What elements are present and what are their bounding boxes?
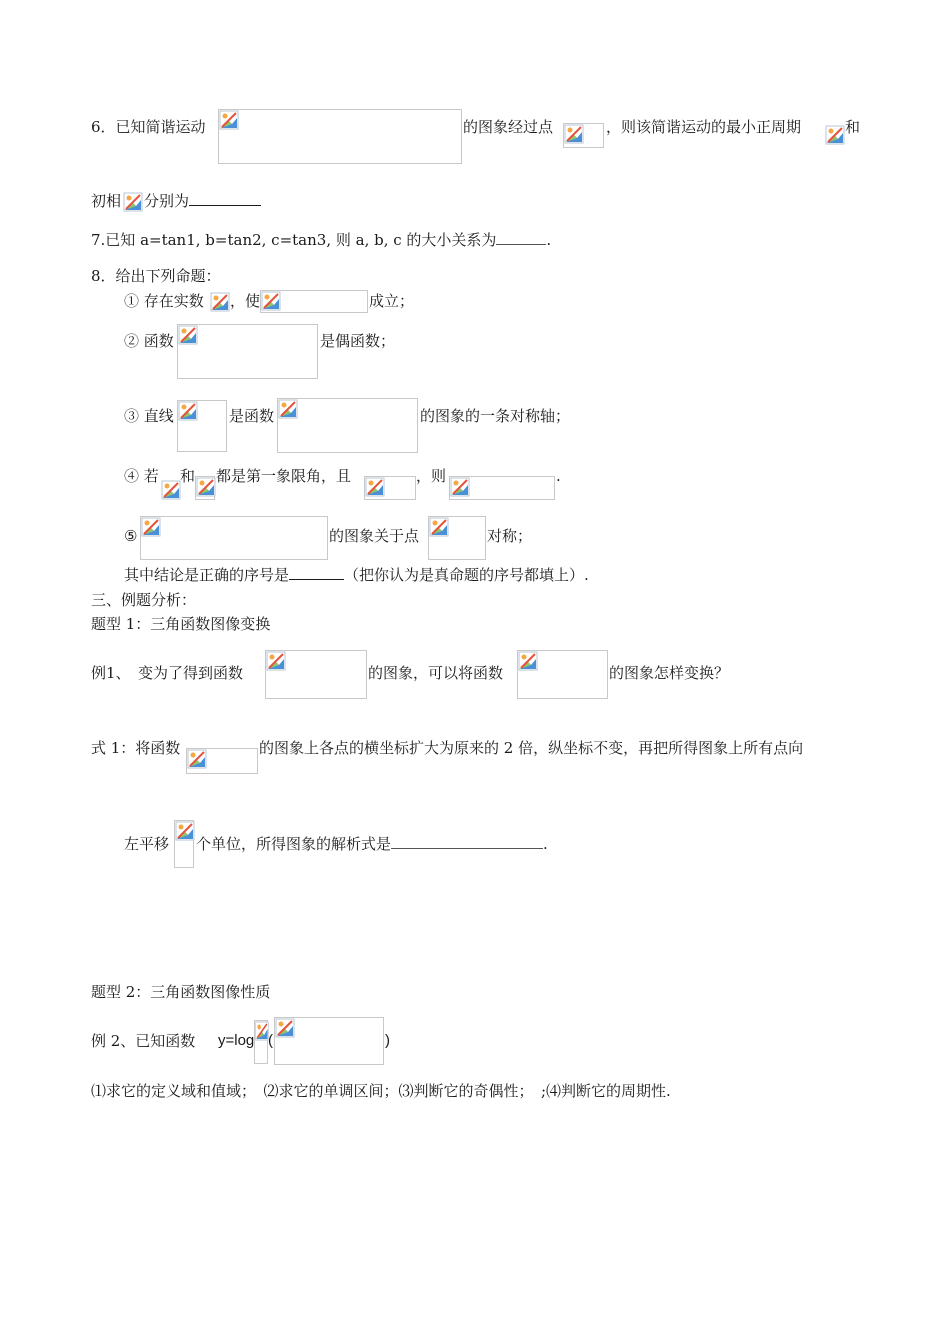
broken-image-icon	[275, 1018, 295, 1038]
formula-image	[210, 292, 230, 312]
broken-image-icon	[219, 110, 239, 130]
q6-mid2: ，则该简谐运动的最小正周期	[606, 118, 802, 136]
broken-image-icon	[255, 1021, 269, 1041]
broken-image-icon	[278, 399, 298, 419]
broken-image-icon	[141, 517, 161, 537]
formula-image	[563, 123, 604, 148]
type1-heading: 题型 1：三角函数图像变换	[91, 615, 271, 633]
q6-mid1: 的图象经过点	[463, 118, 554, 136]
broken-image-icon	[123, 192, 143, 212]
var1-b: 的图象上各点的横坐标扩大为原来的 2 倍，纵坐标不变，再把所得图象上所有点向	[259, 739, 804, 757]
broken-image-icon	[365, 477, 385, 497]
formula-image	[161, 480, 181, 500]
formula-image	[195, 476, 215, 500]
formula-image	[364, 476, 416, 500]
section-heading: 三、例题分析：	[91, 591, 197, 609]
broken-image-icon	[175, 821, 195, 841]
q6-line2-suffix: 分别为	[144, 191, 261, 211]
answer-blank[interactable]	[289, 565, 344, 580]
broken-image-icon	[196, 477, 216, 497]
formula-image	[174, 820, 194, 868]
formula-image	[517, 650, 608, 699]
q6-and: 和	[845, 118, 861, 136]
formula-image	[449, 476, 555, 500]
q8-item4-a: ④ 若	[124, 467, 159, 485]
formula-image	[254, 1020, 268, 1064]
q8-item4-d: ，则	[416, 467, 447, 485]
formula-image	[218, 109, 462, 164]
q6-line1	[91, 117, 206, 137]
answer-blank[interactable]	[496, 230, 546, 245]
broken-image-icon	[210, 292, 230, 312]
broken-image-icon	[261, 291, 281, 311]
broken-image-icon	[178, 401, 198, 421]
q8-item4-b: 和	[180, 467, 196, 485]
broken-image-icon	[429, 517, 449, 537]
type2-heading: 题型 2：三角函数图像性质	[91, 983, 271, 1001]
q6-prefix: 6．已知简谐运动	[91, 118, 206, 136]
var1-a: 式 1：将函数	[91, 739, 181, 757]
answer-blank[interactable]	[391, 834, 543, 849]
q7-line: 7.已知 a=tan1, b=tan2, c=tan3, 则 a, b, c 的大小关系为 .	[91, 231, 552, 249]
q8-intro: 8．给出下列命题：	[91, 267, 221, 285]
q8-item3-c: 的图象的一条对称轴；	[420, 407, 571, 425]
q8-item1-b: ，使	[230, 292, 261, 310]
formula-image	[260, 290, 368, 313]
var1-c: 左平移	[124, 835, 170, 853]
broken-image-icon	[518, 651, 538, 671]
q8-item2-a: ② 函数	[124, 332, 174, 350]
broken-image-icon	[450, 477, 470, 497]
q8-item2-b: 是偶函数；	[320, 332, 396, 350]
q6-line2-prefix: 初相	[91, 192, 122, 210]
q8-item3-b: 是函数	[229, 407, 275, 425]
ex1-b: 的图象，可以将函数	[368, 664, 504, 682]
q8-item5-c: 对称；	[487, 527, 533, 545]
ex2-d: )	[385, 1032, 390, 1049]
formula-image	[274, 1017, 384, 1065]
q8-item5-a: ⑤	[124, 527, 138, 545]
q8-item3-a: ③ 直线	[124, 407, 174, 425]
broken-image-icon	[825, 125, 845, 145]
broken-image-icon	[187, 749, 207, 769]
formula-image	[123, 192, 143, 212]
ex2-c: (	[268, 1032, 273, 1049]
formula-image	[177, 324, 318, 379]
formula-image	[186, 748, 258, 774]
broken-image-icon	[266, 651, 286, 671]
q8-item4-e: .	[556, 467, 561, 485]
formula-image	[140, 516, 328, 560]
ex2-a: 例 2、已知函数	[91, 1032, 196, 1050]
ex1-a: 例1、 变为了得到函数	[91, 664, 244, 682]
ex2-b: y=log	[218, 1032, 255, 1049]
answer-blank[interactable]	[189, 191, 261, 206]
formula-image	[177, 400, 227, 452]
q6-line2	[91, 191, 121, 211]
formula-image	[277, 398, 418, 453]
broken-image-icon	[564, 124, 584, 144]
q8-item1-c: 成立；	[369, 292, 415, 310]
ex1-c: 的图象怎样变换？	[609, 664, 730, 682]
formula-image	[265, 650, 367, 699]
ex2-parts: ⑴求它的定义域和值域； ⑵求它的单调区间；⑶判断它的奇偶性； ;⑷判断它的周期性.	[91, 1082, 671, 1100]
broken-image-icon	[161, 480, 181, 500]
q8-item1-a: ① 存在实数	[124, 292, 204, 310]
var1-d: 个单位，所得图象的解析式是 .	[196, 835, 548, 853]
q8-item5-b: 的图象关于点	[329, 527, 420, 545]
q7-text: 7.已知 a=tan1, b=tan2, c=tan3, 则 a, b, c 的大小关系为	[91, 231, 497, 249]
formula-image	[825, 125, 845, 147]
formula-image	[428, 516, 486, 560]
broken-image-icon	[178, 325, 198, 345]
q8-item4-c: 都是第一象限角，且	[216, 467, 352, 485]
q8-conclusion: 其中结论是正确的序号是 （把你认为是真命题的序号都填上）.	[124, 566, 589, 584]
